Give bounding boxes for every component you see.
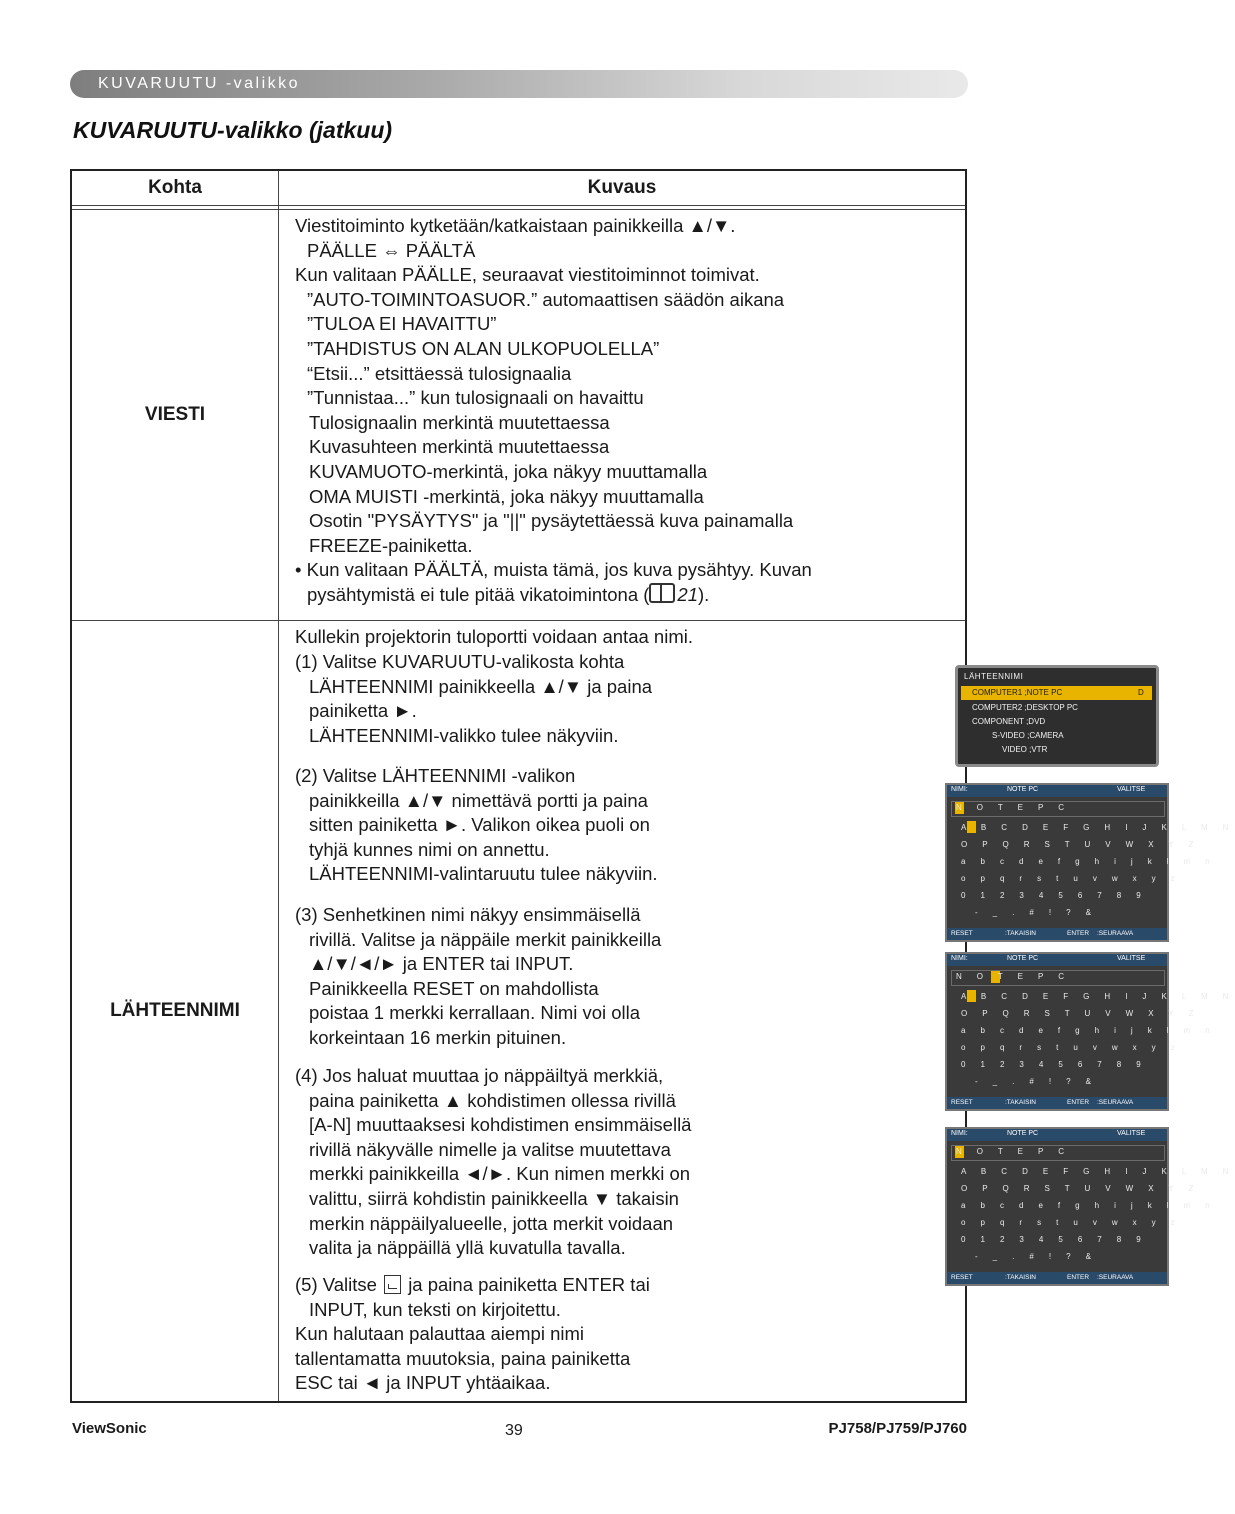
step-5: (5) Valitse ja paina painiketta ENTER tai INPUT, kun teksti on kirjoitettu. Kun halutaan palauttaa aiempi nimi tallentamatta muutoksia, paina painiketta ESC tai ◄ ja INPUT yhtäaikaa.	[295, 1274, 650, 1394]
page-number: 39	[505, 1422, 523, 1439]
step-2: (2) Valitse LÄHTEENNIMI -valikon painikkeilla ▲/▼ nimettävä portti ja paina sitten painiketta ►. Valikon oikea puoli on tyhjä kunnes nimi on annettu. LÄHTEENNIMI-valintaruutu tulee näkyviin.	[295, 765, 658, 885]
viesti-line: Kun valitaan PÄÄLLE, seuraavat viestitoiminnot toimivat.	[295, 264, 760, 286]
name-input-screenshot-2: NIMI: NOTE PC VALITSE N O T E P C A B C D E F G H I J K L M N O P Q R S T U V W X Y Z a b c d e f g h i j k l m n o p q r s t u v w x y z 0 1 2 3 4 5 6 7 8 9 - _ . # ! ? & RESET :TAKAISIN ENTER :SEURAAVA	[945, 952, 1169, 1111]
viesti-line: KUVAMUOTO-merkintä, joka näkyy muuttamalla	[309, 460, 708, 482]
step-3: (3) Senhetkinen nimi näkyy ensimmäisellä rivillä. Valitse ja näppäile merkit painikkeilla ▲/▼/◄/► ja ENTER tai INPUT. Painikkeella RESET on mahdollista poistaa 1 merkki kerrallaan. Nimi voi olla korkeintaan 16 merkin pituinen.	[295, 904, 662, 1048]
viesti-line: • Kun valitaan PÄÄLTÄ, muista tämä, jos kuva pysähtyy. Kuvan	[295, 559, 812, 581]
section-header-bar	[70, 70, 968, 98]
menu-table	[70, 169, 1235, 1403]
table-row-viesti	[71, 210, 966, 621]
page-ref: 21	[677, 583, 698, 605]
item-label-viesti: VIESTI	[71, 210, 279, 621]
viesti-line: OMA MUISTI -merkintä, joka näkyy muuttamalla	[309, 485, 704, 507]
viesti-line: Osotin "PYSÄYTYS" ja "||" pysäytettäessä kuva painamalla	[309, 510, 794, 532]
table-header-row	[71, 170, 966, 206]
viesti-line: PÄÄLLE ⇔ PÄÄLTÄ	[307, 239, 476, 261]
page-title: KUVARUUTU-valikko (jatkuu)	[73, 117, 393, 143]
table-row-lahteennimi	[71, 621, 966, 1403]
item-label-lahteennimi: LÄHTEENNIMI	[71, 621, 279, 1403]
viesti-line: Tulosignaalin merkintä muutettaessa	[309, 411, 610, 433]
section-label: KUVARUUTU -valikko	[98, 75, 301, 92]
footer-brand: ViewSonic	[72, 1420, 147, 1437]
footer-model: PJ758/PJ759/PJ760	[828, 1420, 967, 1437]
book-icon	[649, 583, 675, 603]
lahteennimi-intro: Kullekin projektorin tuloportti voidaan antaa nimi.	[295, 626, 693, 647]
viesti-line-ref: pysähtymistä ei tule pitää vikatoimintona ( 21).	[307, 583, 710, 605]
enter-box-icon	[384, 1275, 401, 1294]
step-4: (4) Jos haluat muuttaa jo näppäiltyä merkkiä, paina painiketta ▲ kohdistimen ollessa rivillä [A-N] muuttaaksesi kohdistimen ensimmäisellä rivillä näkyvälle nimelle ja valitse muutettava merkki painikkeilla ◄/►. Kun nimen merkki on valittu, siirrä kohdistin painikkeella ▼ takaisin merkin näppäilyalueelle, jotta merkit voidaan valita ja näppäillä yllä kuvatulla tavalla.	[295, 1065, 692, 1259]
arrow-indicator: D	[1138, 688, 1144, 697]
viesti-line: Kuvasuhteen merkintä muutettaessa	[309, 436, 610, 458]
viesti-line: ”Tunnistaa...” kun tulosignaali on havaittu	[307, 387, 644, 409]
step-1: (1) Valitse KUVARUUTU-valikosta kohta LÄHTEENNIMI painikkeella ▲/▼ ja paina painiketta ►. LÄHTEENNIMI-valikko tulee näkyviin.	[295, 651, 653, 746]
viesti-line: FREEZE-painiketta.	[309, 534, 473, 556]
viesti-line: “Etsii...” etsittäessä tulosignaalia	[307, 362, 572, 384]
viesti-line: ”TULOA EI HAVAITTU”	[307, 313, 497, 335]
desc-viesti	[279, 210, 967, 621]
name-input-screenshot-3: NIMI: NOTE PC VALITSE N O T E P C A B C D E F G H I J K L M N O P Q R S T U V W X Y Z a b c d e f g h i j k l m n o p q r s t u v w x y z 0 1 2 3 4 5 6 7 8 9 - _ . # ! ? & RESET :TAKAISIN ENTER :SEURAAVA	[945, 1127, 1169, 1286]
name-input-screenshot-1: NIMI: NOTE PC VALITSE N O T E P C A B C D E F G H I J K L M N O P Q R S T U V W X Y Z a b c d e f g h i j k l m n o p q r s t u v w x y z 0 1 2 3 4 5 6 7 8 9 - _ . # ! ? & RESET :TAKAISIN ENTER :SEURAAVA	[945, 783, 1169, 942]
viesti-line: ”AUTO-TOIMINTOASUOR.” automaattisen säädön aikana	[307, 288, 785, 310]
desc-lahteennimi	[279, 621, 1235, 1403]
viesti-line: ”TAHDISTUS ON ALAN ULKOPUOLELLA”	[307, 337, 660, 359]
viesti-line: Viestitoiminto kytketään/katkaistaan painikkeilla ▲/▼.	[295, 215, 736, 236]
source-name-menu-screenshot: LÄHTEENNIMI COMPUTER1 ;NOTE PC D COMPUTER2 ;DESKTOP PC COMPONENT ;DVD S-VIDEO ;CAMERA VIDEO ;VTR	[955, 665, 1159, 767]
col-header-desc: Kuvaus	[279, 170, 967, 206]
col-header-item: Kohta	[71, 170, 279, 206]
